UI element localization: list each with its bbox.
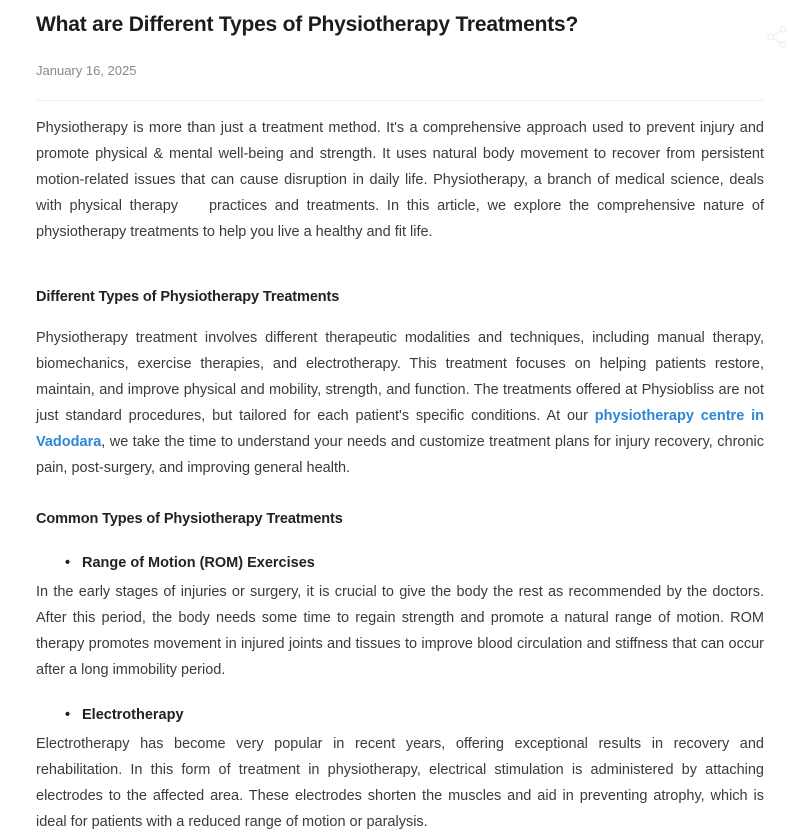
title-divider [36, 100, 764, 101]
section1-paragraph [36, 325, 764, 481]
article-page [0, 12, 800, 835]
section-heading-different-types: Different Types of Physiotherapy Treatments [36, 289, 340, 306]
electrotherapy-paragraph: Electrotherapy has become very popular in recent years, offering exceptional results in recovery and rehabilitation. In this form of treatment in physiotherapy, electrical stimulation is administered by attaching electrodes to the affected area. These electrodes shorten the muscles and aid in preventing atrophy, which is ideal for patients with a reduced range of motion or paralysis. [36, 736, 764, 831]
section1-text-after-link: , we take the time to understand your needs and customize treatment plans for injury recovery, chronic pain, post-surgery, and improving general health. [36, 434, 764, 477]
bullet-icon: • [65, 707, 71, 724]
treatment-list-rom [36, 553, 764, 573]
bullet-icon: • [65, 555, 71, 572]
section1-text-before-link: Physiotherapy treatment involves different therapeutic modalities and techniques, including manual therapy, biomechanics, exercise therapies, and electrotherapy. This treatment focuses on helping patients restore, maintain, and improve physical and mobility, strength, and function. The treatments offered at Physiobliss are not just standard procedures, but tailored for each patient's specific conditions. At our [36, 330, 764, 425]
section-heading-common-types: Common Types of Physiotherapy Treatments [36, 511, 343, 528]
article-date: January 16, 2025 [36, 63, 137, 79]
list-item-rom [36, 553, 764, 573]
share-icon[interactable] [764, 24, 790, 50]
list-item-electrotherapy [36, 705, 764, 725]
page-title: What are Different Types of Physiotherapy Treatments? [36, 13, 579, 36]
list-item-heading: Electrotherapy [82, 707, 184, 724]
rom-paragraph: In the early stages of injuries or surgery, it is crucial to give the body the rest as recommended by the doctors. After this period, the body needs some time to regain strength and promote a natural range of motion. ROM therapy promotes movement in injured joints and tissues to improve blood circulation and stiffness that can occur after a long immobility period. [36, 584, 764, 679]
treatment-list-electrotherapy [36, 705, 764, 725]
list-item-heading: Range of Motion (ROM) Exercises [82, 555, 315, 572]
vadodara-centre-link[interactable]: physiotherapy centre in Vadodara [36, 408, 764, 451]
intro-paragraph: Physiotherapy is more than just a treatment method. It's a comprehensive approach used to prevent injury and promote physical & mental well-being and strength. It uses natural body movement to recover from persistent motion-related issues that can cause disruption in daily life. Physiotherapy, a branch of medical science, deals with physical therapy practices and treatments. In this article, we explore the comprehensive nature of physiotherapy treatments to help you live a healthy and fit life. [36, 120, 764, 241]
